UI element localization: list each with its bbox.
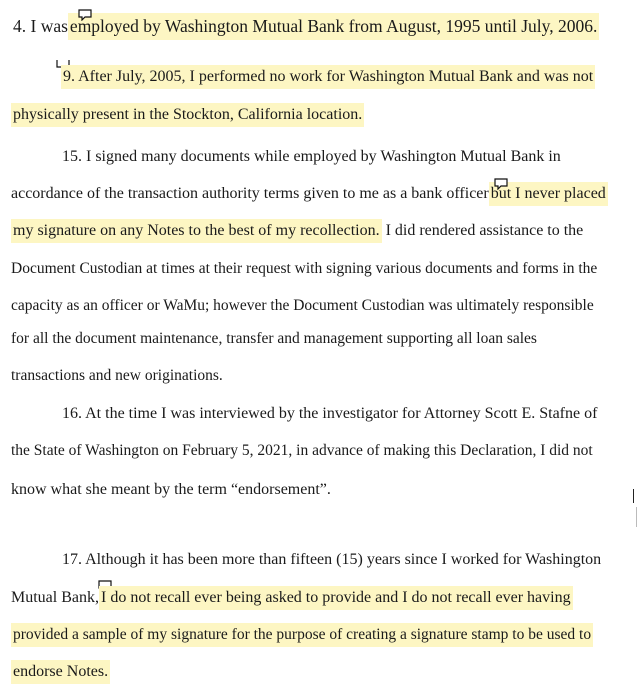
para-4-lead: 4. I was [13,16,68,36]
para-17-line-3 [11,627,593,643]
para-15-line-2-highlight: but I never placed [489,182,608,206]
para-15-line-5: capacity as an officer or WaMu; however the Document Custodian was ultimately responsible [11,297,594,314]
para-17-line-2-plain: Mutual Bank, [11,589,99,606]
para-17-line-4 [11,664,110,680]
para-9-line-1 [61,69,595,85]
para-17-line-2 [11,590,573,606]
para-9-line-2 [11,107,364,123]
para-16-line-2: the State of Washington on February 5, 2021, in advance of making this Declaration, I did not [11,442,593,459]
comment-icon[interactable] [494,178,508,190]
para-15-line-1: 15. I signed many documents while employed by Washington Mutual Bank in [62,148,561,165]
para-15-line-3-plain: I did rendered assistance to the [381,222,584,239]
para-4-highlight: employed by Washington Mutual Bank from August, 1995 until July, 2006. [68,13,599,40]
para-17-line-4-highlight: endorse Notes. [11,660,110,684]
para-15-line-3 [11,223,583,239]
para-15-line-2 [11,186,608,202]
para-17-line-2-highlight: I do not recall ever being asked to provide and I do not recall ever having [99,586,573,610]
margin-mark [633,489,634,503]
para-15-line-7: transactions and new originations. [11,367,223,384]
para-4-line [13,18,599,36]
para-15-line-4: Document Custodian at times at their request with signing various documents and forms in the [11,260,598,277]
para-16-line-1: 16. At the time I was interviewed by the investigator for Attorney Scott E. Stafne of [62,405,598,422]
para-9-line-2-text: physically present in the Stockton, California location. [11,103,364,127]
para-15-line-3-highlight: my signature on any Notes to the best of my recollection. [11,219,382,243]
para-17-line-3-highlight: provided a sample of my signature for the purpose of creating a signature stamp to be used to [11,623,593,647]
comment-icon[interactable] [78,9,92,21]
para-15-line-2-plain: accordance of the transaction authority terms given to me as a bank officer [11,185,489,202]
para-9-line-1-text: 9. After July, 2005, I performed no work for Washington Mutual Bank and was not [61,65,595,89]
margin-mark [636,507,637,527]
para-15-line-6: for all the document maintenance, transfer and management supporting all loan sales [11,330,537,347]
para-17-line-1: 17. Although it has been more than fifteen (15) years since I worked for Washington [62,551,602,568]
para-16-line-3: know what she meant by the term “endorsement”. [11,481,331,498]
